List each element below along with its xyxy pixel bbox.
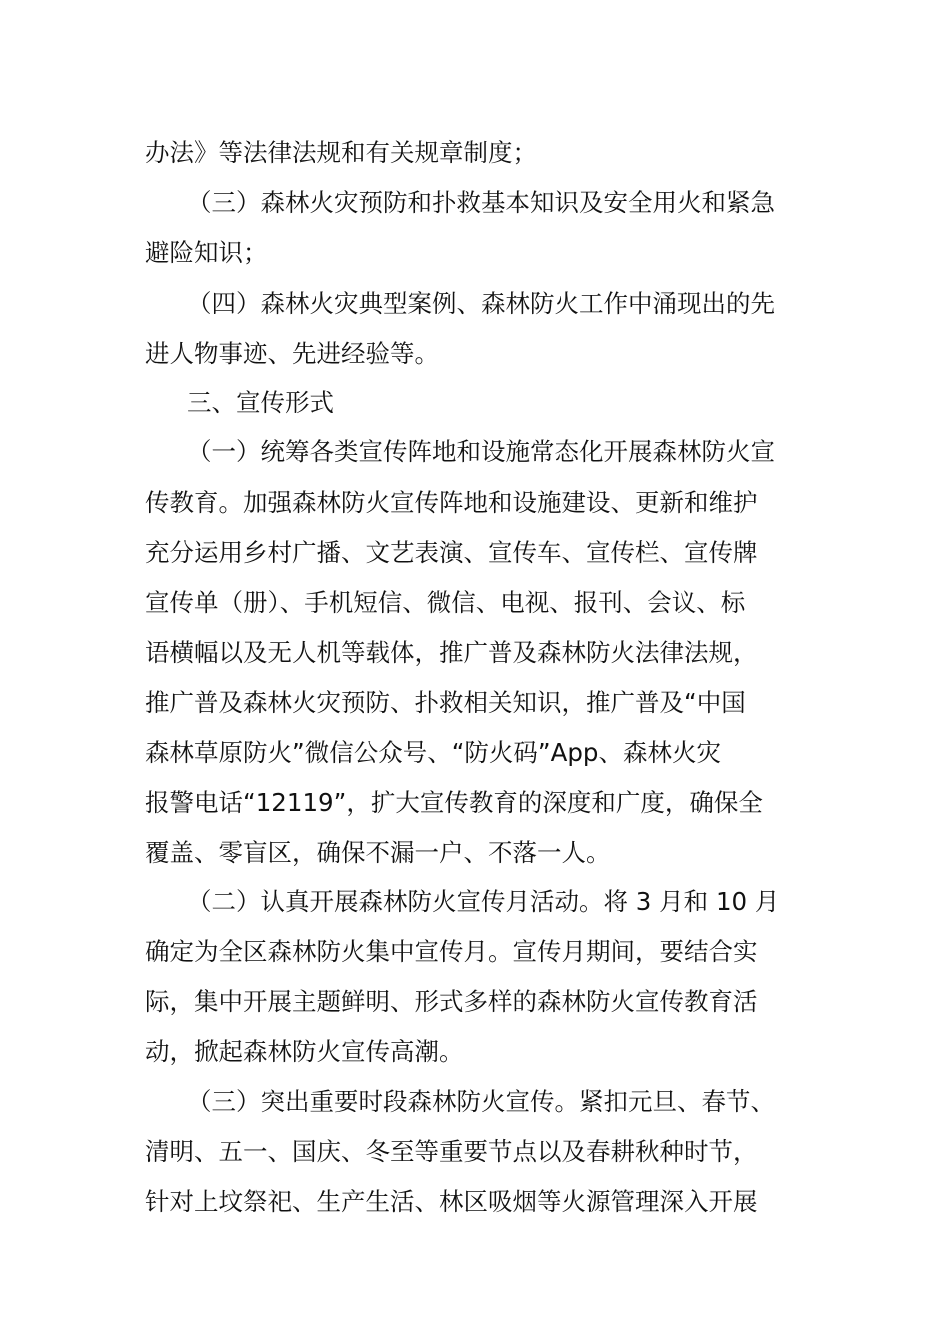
text-line: 报警电话“12119”，扩大宣传教育的深度和广度，确保全 [145, 788, 763, 817]
text-line: 确定为全区森林防火集中宣传月。宣传月期间，要结合实 [145, 937, 758, 966]
text-line: 办法》等法律法规和有关规章制度； [145, 138, 537, 167]
text-line: 覆盖、零盲区，确保不漏一户、不落一人。 [145, 838, 611, 867]
text-line: 动，掀起森林防火宣传高潮。 [145, 1037, 464, 1066]
text-line: 推广普及森林火灾预防、扑救相关知识，推广普及“中国 [145, 688, 746, 717]
text-line: 森林草原防火”微信公众号、“防火码”App、森林火灾 [145, 738, 721, 767]
text-line: 进人物事迹、先进经验等。 [145, 339, 439, 368]
text-line: （三）突出重要时段森林防火宣传。紧扣元旦、春节、 [187, 1087, 775, 1116]
section-heading: 三、宣传形式 [187, 388, 334, 417]
text-line: 针对上坟祭祀、生产生活、林区吸烟等火源管理深入开展 [145, 1187, 758, 1216]
text-line: 际，集中开展主题鲜明、形式多样的森林防火宣传教育活 [145, 987, 758, 1016]
text-line: 宣传单（册）、手机短信、微信、电视、报刊、会议、标 [145, 588, 746, 617]
text-line: 语横幅以及无人机等载体，推广普及森林防火法律法规， [145, 638, 758, 667]
text-line: 传教育。加强森林防火宣传阵地和设施建设、更新和维护 [145, 488, 758, 517]
text-line: （三）森林火灾预防和扑救基本知识及安全用火和紧急 [187, 188, 775, 217]
text-line: 充分运用乡村广播、文艺表演、宣传车、宣传栏、宣传牌 [145, 538, 758, 567]
text-line: （四）森林火灾典型案例、森林防火工作中涌现出的先 [187, 289, 775, 318]
text-line: （一）统筹各类宣传阵地和设施常态化开展森林防火宣 [187, 437, 775, 466]
text-line: 清明、五一、国庆、冬至等重要节点以及春耕秋种时节， [145, 1137, 758, 1166]
text-line: 避险知识； [145, 238, 268, 267]
text-line: （二）认真开展森林防火宣传月活动。将 3 月和 10 月 [187, 887, 780, 916]
